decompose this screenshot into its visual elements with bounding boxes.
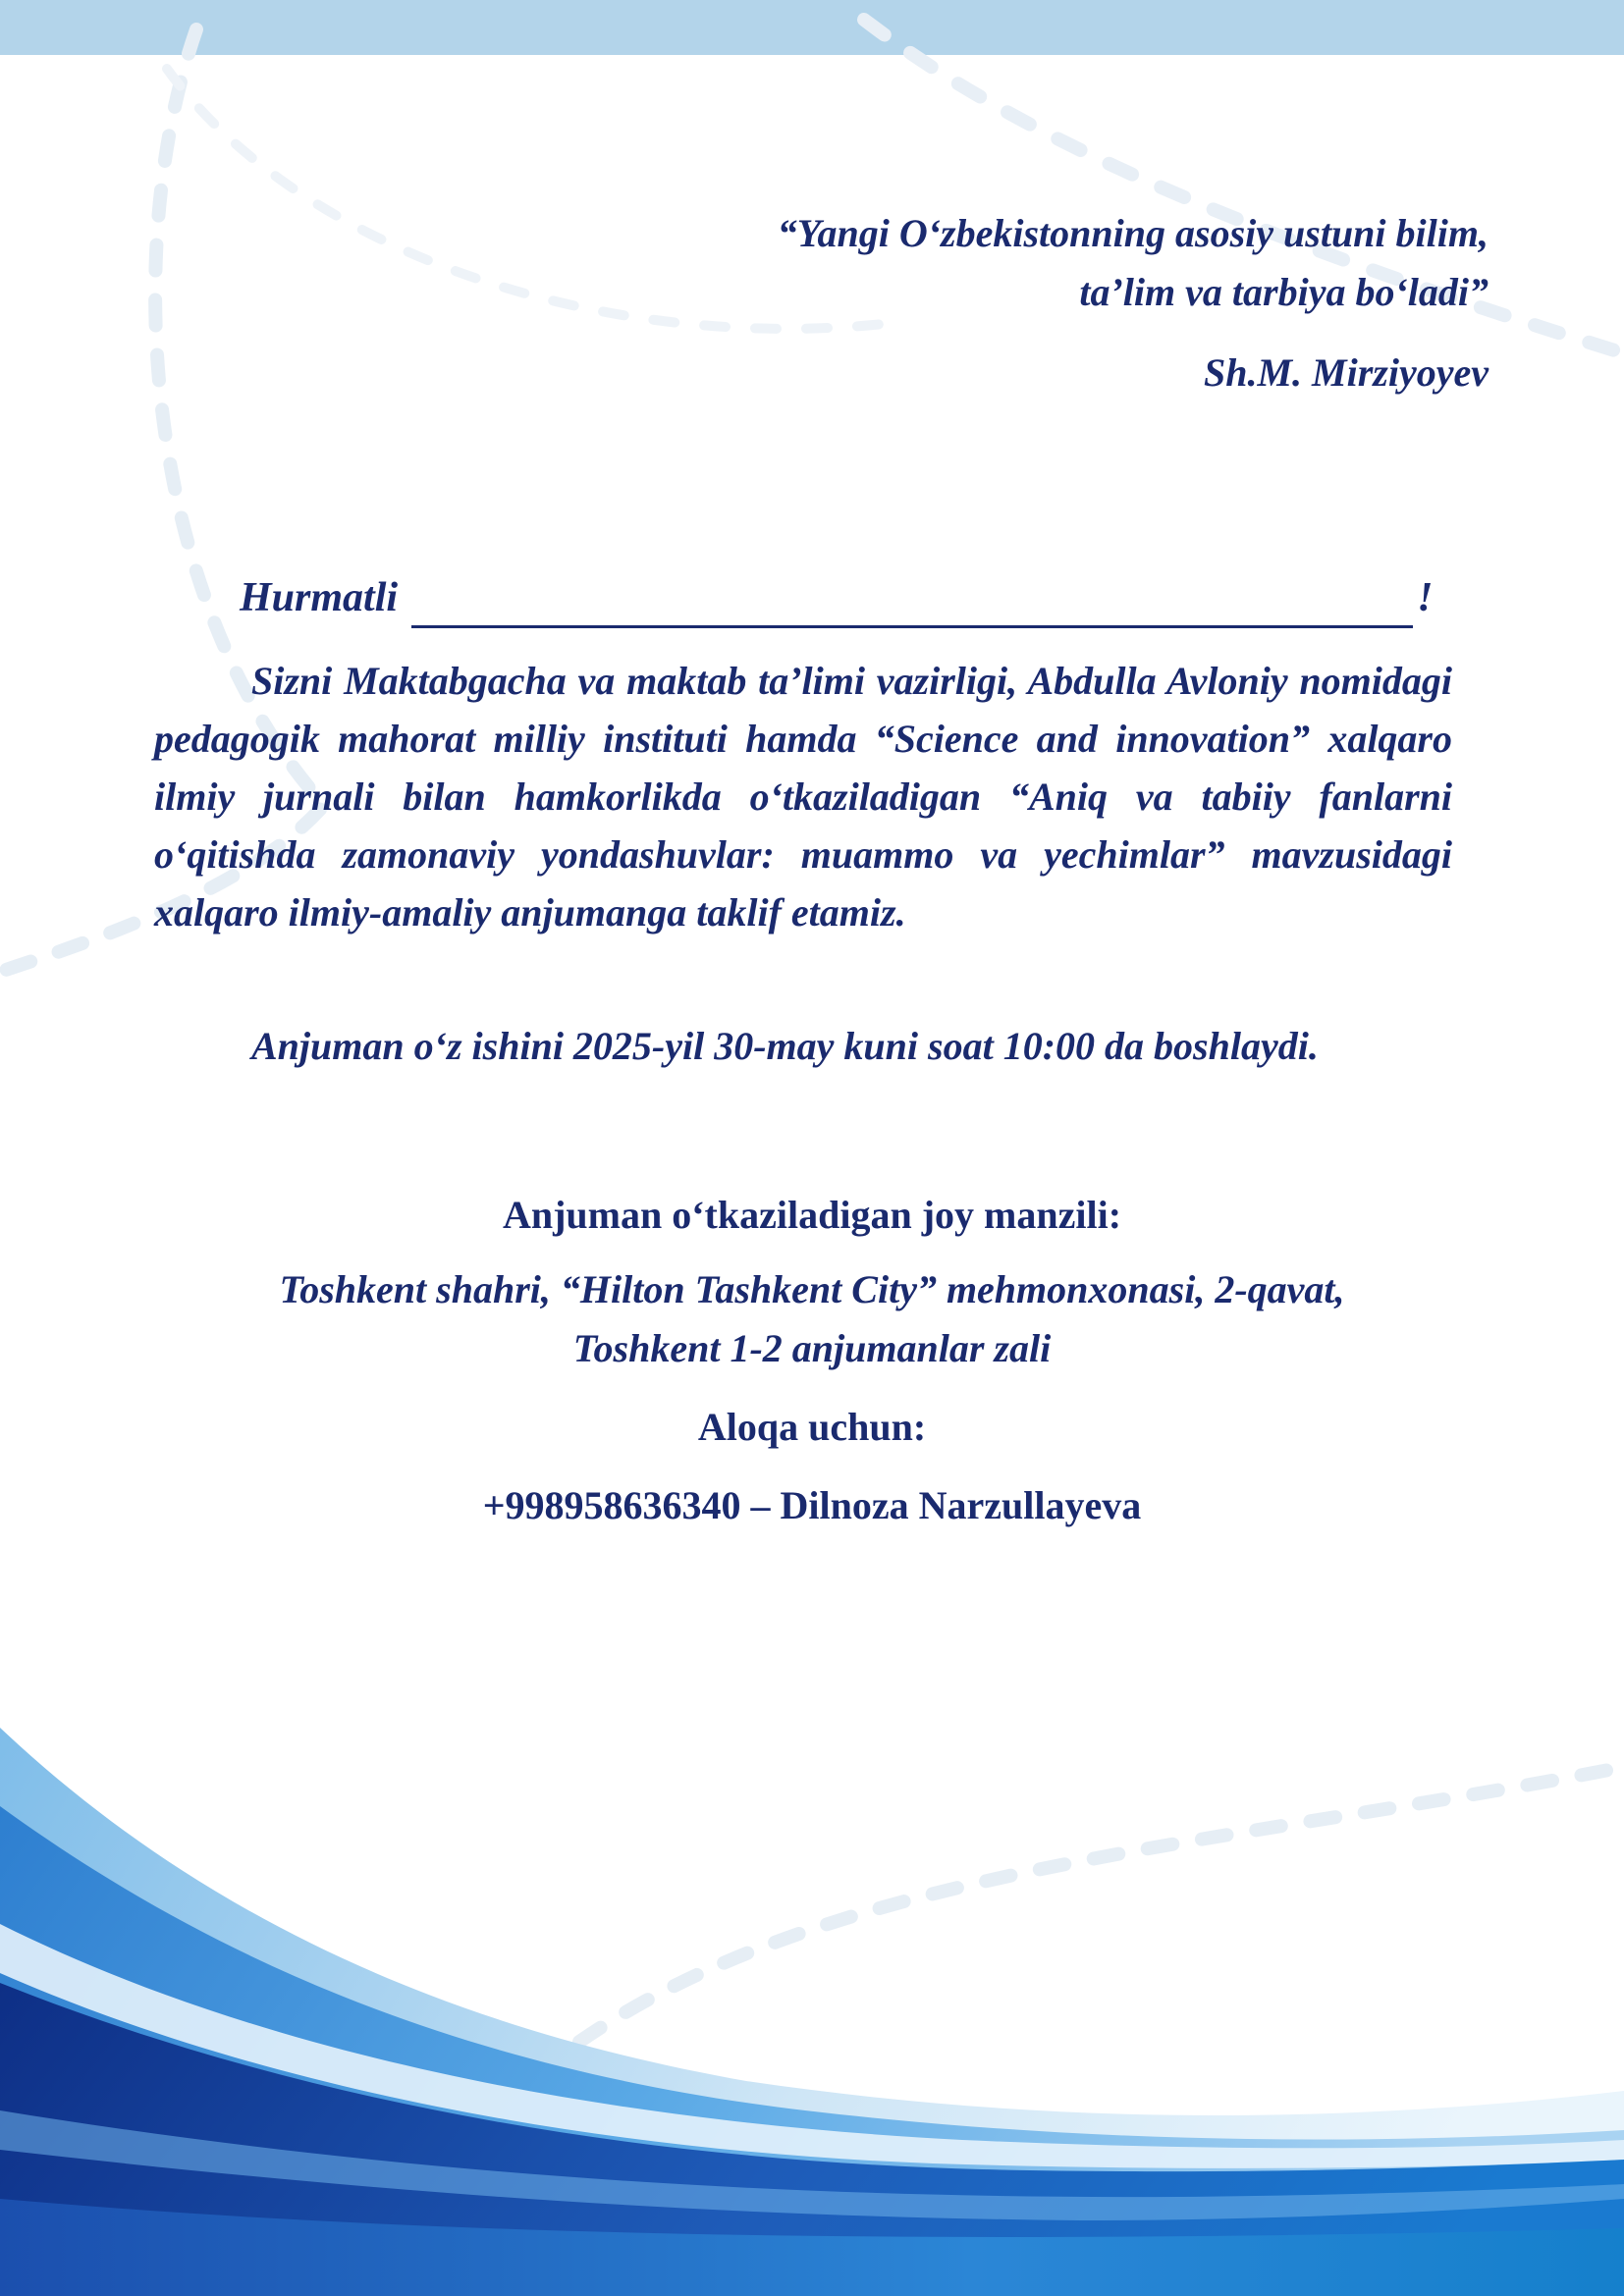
venue-address (0, 1260, 1624, 1378)
venue-heading: Anjuman o‘tkaziladigan joy manzili: (502, 1193, 1122, 1237)
epigraph-quote (605, 204, 1489, 322)
greeting-exclamation: ! (1417, 575, 1434, 620)
contact-heading: Aloqa uchun: (697, 1405, 927, 1449)
epigraph-author: Sh.M. Mirziyoyev (1204, 350, 1489, 395)
invitation-paragraph: Sizni Maktabgacha va maktab ta’limi vazirligi, Abdulla Avloniy nomidagi pedagogik mahorat milliy instituti hamda “Science and innovation” xalqaro ilmiy jurnali bilan hamkorlikda o‘tkaziladigan “Aniq va tabiiy fanlarni o‘qitishda zamonaviy yondashuvlar: muammo va yechimlar” mavzusidagi xalqaro ilmiy-amaliy anjumanga taklif etamiz. (154, 659, 1452, 934)
venue-address-line-2: Toshkent 1-2 anjumanlar zali (572, 1326, 1052, 1370)
greeting-label: Hurmatli (240, 575, 399, 620)
contact-info: +998958636340 – Dilnoza Narzullayeva (482, 1483, 1142, 1527)
venue-address-line-1: Toshkent shahri, “Hilton Tashkent City” mehmonxonasi, 2-qavat, (279, 1267, 1345, 1311)
epigraph-line-2: ta’lim va tarbiya bo‘ladi” (1079, 270, 1489, 314)
epigraph-line-1: “Yangi O‘zbekistonning asosiy ustuni bilim, (777, 211, 1489, 255)
start-time-note: Anjuman o‘z ishini 2025-yil 30-may kuni soat 10:00 da boshlaydi. (251, 1024, 1319, 1068)
recipient-name-blank (411, 578, 1413, 628)
greeting-line (240, 567, 1457, 628)
